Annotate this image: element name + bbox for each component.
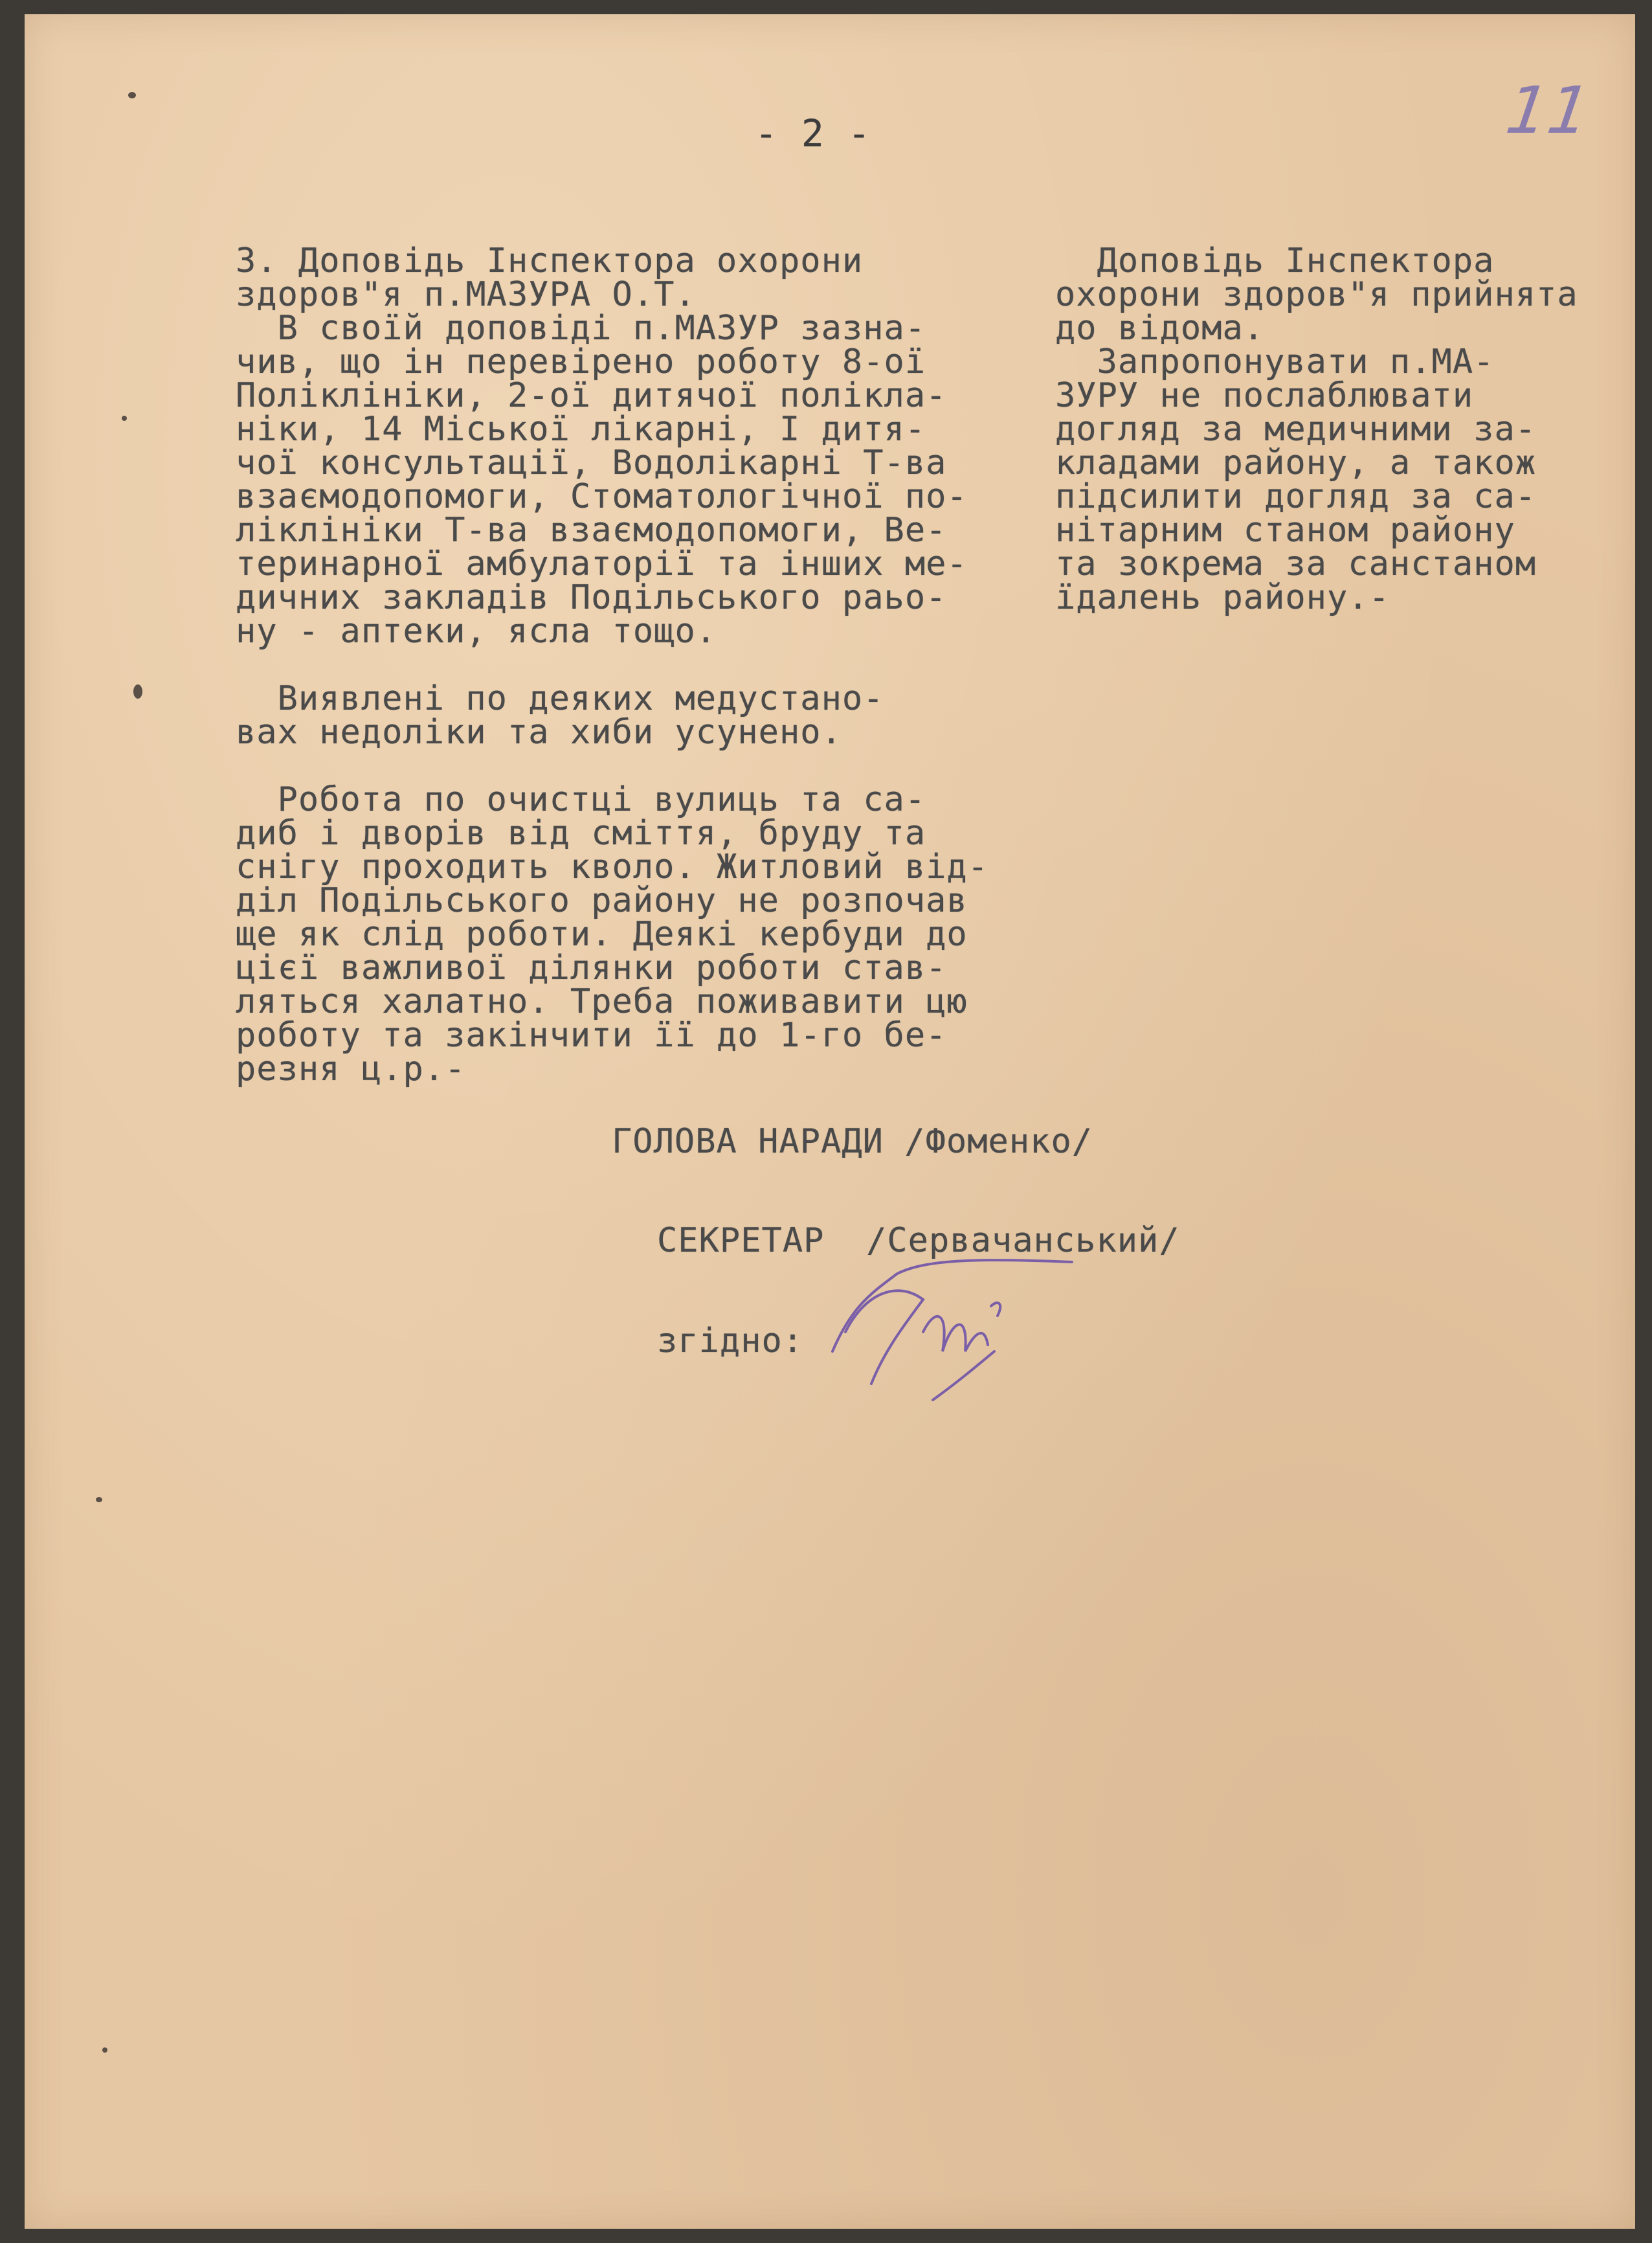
text-line: догляд за медичними за-	[1055, 410, 1537, 449]
paper-speck	[96, 1497, 102, 1502]
archive-number: 11	[1501, 73, 1595, 148]
text-line: ніки, 14 Міської лікарні, І дитя-	[236, 410, 926, 449]
text-line: дичних закладів Подільського раьо-	[236, 578, 947, 617]
text-line: діл Подільського району не розпочав	[236, 881, 968, 920]
text-line: ліклініки Т-ва взаємодопомоги, Ве-	[236, 511, 947, 550]
text-line: резня ц.р.-	[236, 1050, 466, 1088]
paper-speck	[128, 92, 136, 98]
text-line: здоров"я п.МАЗУРА О.Т.	[236, 275, 696, 314]
text-line: 3. Доповідь Інспектора охорони	[236, 242, 864, 280]
text-line: ну - аптеки, ясла тощо.	[236, 612, 717, 651]
text-line	[236, 648, 1012, 682]
text-line: Виявлені по деяких медустано-	[236, 679, 884, 718]
page-number: - 2 -	[755, 111, 871, 155]
text-line: вах недоліки та хиби усунено.	[236, 713, 842, 752]
text-line: ще як слід роботи. Деякі кербуди до	[236, 915, 968, 954]
paper-speck	[133, 684, 142, 699]
text-line: чої консультації, Водолікарні Т-ва	[236, 444, 947, 482]
text-line: взаємодопомоги, Стоматологічної по-	[236, 477, 968, 516]
text-line: до відома.	[1055, 309, 1265, 348]
text-line: Робота по очистці вулиць та са-	[236, 780, 926, 819]
text-line: роботу та закінчити її до 1-го бе-	[236, 1016, 947, 1055]
secretary-signature-line: СЕКРЕТАР /Сервачанський/	[657, 1221, 1180, 1260]
text-line: чив, що ін перевірено роботу 8-ої	[236, 343, 926, 381]
paper-speck	[102, 2047, 107, 2053]
text-line: ЗУРУ не послаблювати	[1055, 376, 1474, 415]
agreed-label: згідно:	[657, 1322, 804, 1360]
paper-speck	[122, 416, 127, 421]
text-line: В своїй доповіді п.МАЗУР зазна-	[236, 309, 926, 348]
text-line: Поліклініки, 2-ої дитячої полікла-	[236, 376, 947, 415]
text-line: диб і дворів від сміття, бруду та	[236, 814, 926, 853]
chair-signature-line: ГОЛОВА НАРАДИ /Фоменко/	[612, 1122, 1093, 1161]
text-line	[236, 749, 1012, 783]
text-line: та зокрема за санстаном	[1055, 545, 1537, 583]
text-line: Доповідь Інспектора	[1055, 242, 1495, 280]
text-line: Запропонувати п.МА-	[1055, 343, 1495, 381]
text-line: цієї важливої ділянки роботи став-	[236, 949, 947, 987]
text-line: їдалень району.-	[1055, 578, 1390, 617]
document-page	[25, 14, 1635, 2229]
text-line: теринарної амбулаторії та інших ме-	[236, 545, 968, 583]
text-line: ляться халатно. Треба поживавити цю	[236, 982, 968, 1021]
text-line: охорони здоров"я прийнята	[1055, 275, 1578, 314]
text-line: снігу проходить кволо. Житловий від-	[236, 848, 989, 886]
text-line: нітарним станом району	[1055, 511, 1515, 550]
text-line: підсилити догляд за са-	[1055, 477, 1537, 516]
handwritten-signature	[826, 1254, 1098, 1410]
text-line: кладами району, а також	[1055, 444, 1537, 482]
